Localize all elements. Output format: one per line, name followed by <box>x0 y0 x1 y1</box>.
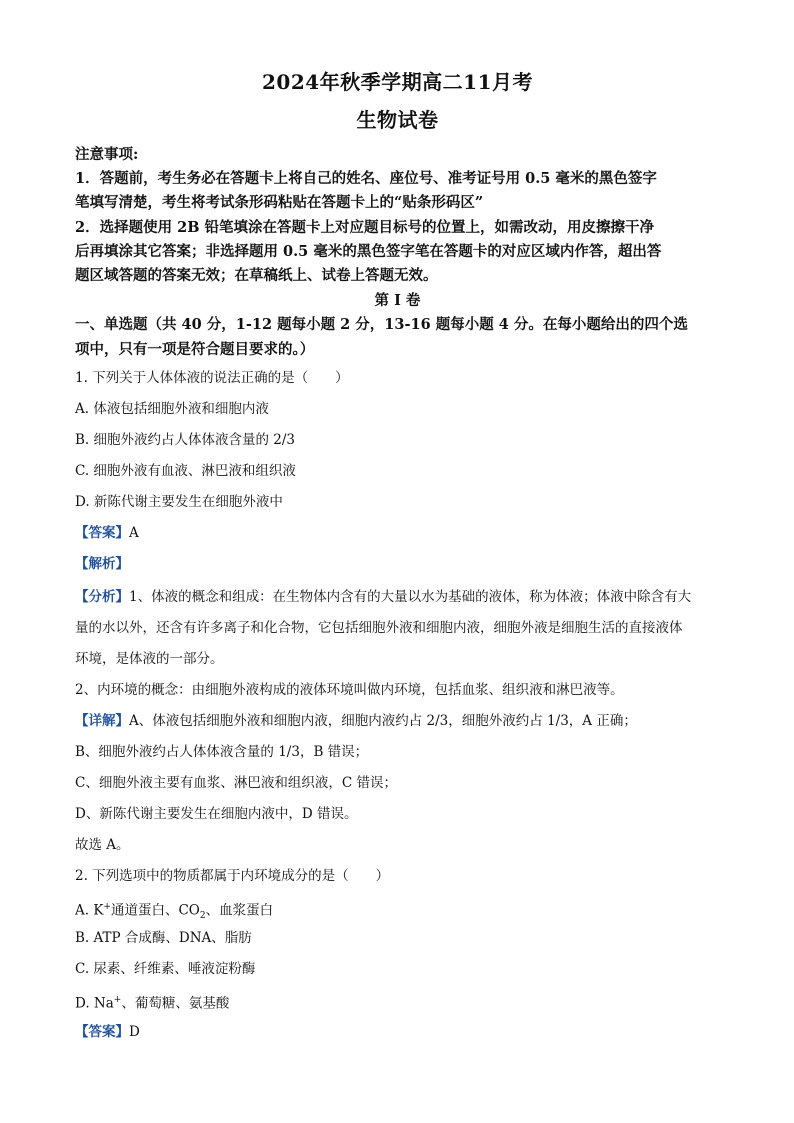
q2-stem: 2. 下列选项中的物质都属于内环境成分的是（ ） <box>75 868 390 884</box>
analysis-tag: 【解析】 <box>75 556 129 572</box>
notice-heading: 注意事项: <box>75 146 139 163</box>
q1-stem: 1. 下列关于人体体液的说法正确的是（ ） <box>75 370 349 386</box>
notice-item-2-line-2: 后再填涂其它答案；非选择题用 0.5 毫米的黑色签字笔在答题卡的对应区域内作答，超出答 <box>75 243 662 260</box>
q1-analysis-heading <box>75 554 720 574</box>
detail-tag: 【详解】 <box>75 713 129 729</box>
q2-option-a-suffix: 、血浆蛋白 <box>205 902 274 919</box>
q1-fenxi-line-3: 环境，是体液的一部分。 <box>75 651 224 667</box>
q2-option-c: C. 尿素、纤维素、唾液淀粉酶 <box>75 961 256 977</box>
q1-option-b: B. 细胞外液约占人体体液含量的 2/3 <box>75 432 296 448</box>
q1-option-d: D. 新陈代谢主要发生在细胞外液中 <box>75 494 283 510</box>
q2-answer <box>75 1022 720 1042</box>
q1-detail-line-4: D、新陈代谢主要发生在细胞内液中，D 错误。 <box>75 806 358 822</box>
q1-detail-line-1 <box>75 711 720 731</box>
q2-option-a-sup: + <box>103 902 111 912</box>
notice-item-2-line-1: 2．选择题使用 2B 铅笔填涂在答题卡上对应题目标号的位置上，如需改动，用皮擦擦干净 <box>75 219 655 236</box>
q2-option-b: B. ATP 合成酶、DNA、脂肪 <box>75 930 252 946</box>
section-heading-line-1: 一、单选题（共 40 分，1-12 题每小题 2 分，13-16 题每小题 4 分。在每小题给出的四个选 <box>75 316 688 333</box>
q1-option-c: C. 细胞外液有血液、淋巴液和组织液 <box>75 463 296 479</box>
q2-option-d <box>75 990 720 1014</box>
q1-option-a: A. 体液包括细胞外液和细胞内液 <box>75 401 269 417</box>
q1-fenxi-line-4: 2、内环境的概念：由细胞外液构成的液体环境叫做内环境，包括血浆、组织液和淋巴液等。 <box>75 682 624 698</box>
fenxi-text-1: 1、体液的概念和组成：在生物体内含有的大量以水为基础的液体，称为体液；体液中除含有大 <box>129 589 692 605</box>
q1-fenxi-line-2: 量的水以外，还含有许多离子和化合物，它包括细胞外液和细胞内液，细胞外液是细胞生活的直接液体 <box>75 620 683 636</box>
exam-subtitle: 生物试卷 <box>356 108 439 132</box>
answer-value: D <box>129 1024 140 1040</box>
volume-heading: 第 I 卷 <box>374 292 421 309</box>
notice-item-2-line-3: 题区域答题的答案无效；在草稿纸上、试卷上答题无效。 <box>75 267 438 284</box>
notice-item-1-line-1: 1．答题前，考生务必在答题卡上将自己的姓名、座位号、准考证号用 0.5 毫米的黑色签字 <box>75 170 657 187</box>
q2-option-a <box>75 897 720 926</box>
q2-option-a-prefix: A. K <box>75 902 104 919</box>
detail-text-1: A、体液包括细胞外液和细胞内液，细胞内液约占 2/3，细胞外液约占 1/3，A 正确； <box>129 713 637 729</box>
answer-value: A <box>129 525 139 541</box>
answer-tag: 【答案】 <box>75 1024 129 1040</box>
q2-option-d-prefix: D. Na <box>75 995 114 1012</box>
q2-option-d-sup: + <box>113 995 122 1005</box>
q1-answer <box>75 523 720 543</box>
answer-tag: 【答案】 <box>75 525 129 541</box>
section-heading-line-2: 项中，只有一项是符合题目要求的。） <box>75 341 315 358</box>
q1-fenxi-line-1 <box>75 587 720 607</box>
notice-item-1-line-2: 笔填写清楚，考生将考试条形码粘贴在答题卡上的“贴条形码区” <box>75 194 484 211</box>
q2-option-d-suffix: 、葡萄糖、氨基酸 <box>121 995 230 1012</box>
q1-detail-line-3: C、细胞外液主要有血浆、淋巴液和组织液，C 错误； <box>75 775 397 791</box>
q1-conclusion: 故选 A。 <box>75 837 130 853</box>
exam-title: 2024年秋季学期高二11月考 <box>262 70 533 94</box>
q1-detail-line-2: B、细胞外液约占人体体液含量的 1/3，B 错误； <box>75 744 369 760</box>
q2-option-a-mid: 通道蛋白、CO <box>110 902 200 919</box>
q2-option-a-sub: 2 <box>199 911 206 922</box>
fenxi-tag: 【分析】 <box>75 589 129 605</box>
